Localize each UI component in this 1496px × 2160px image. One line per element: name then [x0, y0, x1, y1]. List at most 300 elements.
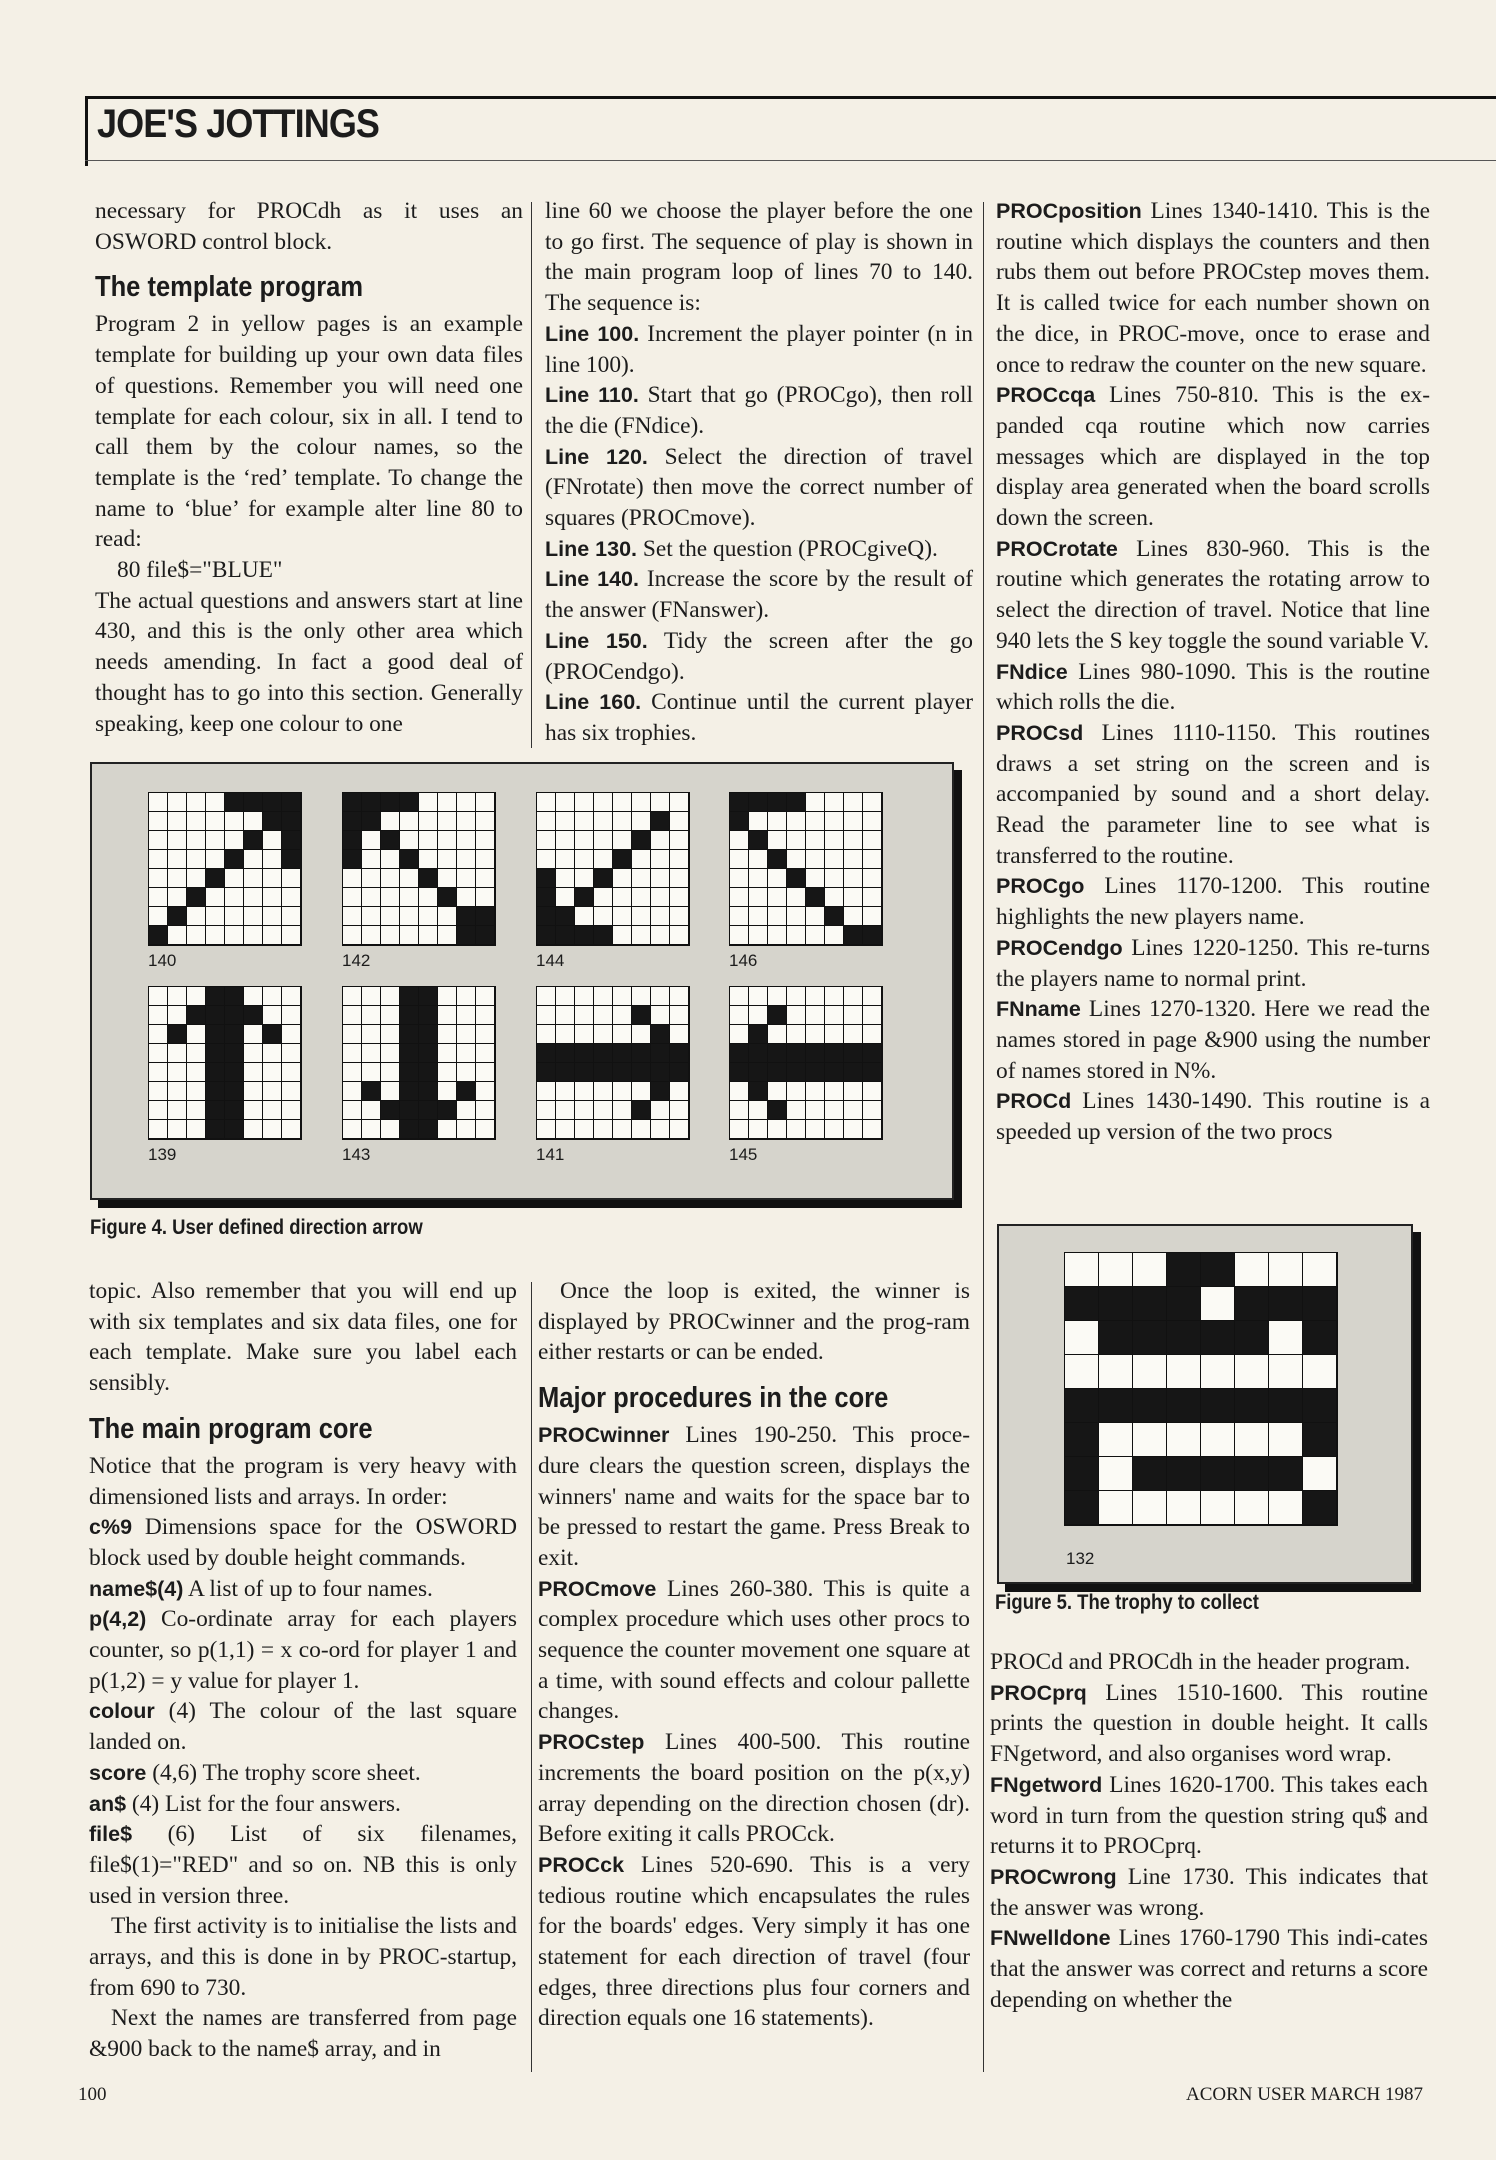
- paragraph-text: Lines 1620-1700. This takes each word in turn from the question string qu$ and returns it to PROCprq.: [990, 1771, 1428, 1860]
- grid-cell: [381, 1082, 400, 1101]
- term: PROCgo: [996, 874, 1085, 899]
- grid-cell: [730, 1101, 749, 1120]
- arrow-sprite-144: [536, 792, 690, 946]
- grid-cell: [419, 888, 438, 907]
- grid-cell: [537, 907, 556, 926]
- grid-cell: [282, 1063, 301, 1082]
- grid-cell: [594, 1025, 613, 1044]
- grid-cell: [1201, 1321, 1235, 1355]
- grid-cell: [476, 888, 495, 907]
- grid-cell: [556, 907, 575, 926]
- grid-cell: [149, 987, 168, 1006]
- paragraph-text: Lines 1270-1320. Here we read the names stored in page &900 using the number of names stored in N%.: [996, 996, 1430, 1084]
- grid-cell: [438, 1082, 457, 1101]
- grid-cell: [362, 850, 381, 869]
- paragraph-text: Lines 1430-1490. This routine is a speeded up version of the two procs: [996, 1088, 1430, 1146]
- grid-cell: [282, 1101, 301, 1120]
- paragraph: [538, 1727, 970, 1850]
- grid-cell: [1065, 1355, 1099, 1389]
- paragraph-text: 80 file$="BLUE": [117, 557, 283, 584]
- paragraph-text: Next the names are transferred from page &900 back to the name$ array, and in: [89, 2005, 517, 2063]
- grid-cell: [343, 850, 362, 869]
- grid-cell: [282, 926, 301, 945]
- grid-cell: [730, 831, 749, 850]
- paragraph: [990, 1862, 1428, 1923]
- paragraph: [89, 1276, 517, 1399]
- grid-cell: [282, 907, 301, 926]
- grid-cell: [825, 1006, 844, 1025]
- grid-cell: [613, 793, 632, 812]
- paragraph: [545, 534, 973, 565]
- grid-cell: [651, 987, 670, 1006]
- grid-cell: [806, 1082, 825, 1101]
- grid-cell: [206, 1082, 225, 1101]
- grid-cell: [768, 850, 787, 869]
- grid-cell: [768, 812, 787, 831]
- grid-cell: [594, 1101, 613, 1120]
- grid-cell: [1065, 1287, 1099, 1321]
- grid-cell: [263, 869, 282, 888]
- grid-cell: [825, 926, 844, 945]
- grid-cell: [457, 1063, 476, 1082]
- grid-cell: [419, 926, 438, 945]
- grid-cell: [844, 1063, 863, 1082]
- grid-cell: [438, 1025, 457, 1044]
- term: PROCposition: [996, 199, 1142, 223]
- grid-cell: [225, 1025, 244, 1044]
- grid-cell: [438, 987, 457, 1006]
- grid-cell: [730, 812, 749, 831]
- grid-cell: [206, 1044, 225, 1063]
- grid-cell: [632, 907, 651, 926]
- grid-cell: [556, 987, 575, 1006]
- paragraph-text: Lines 190-250. This proce-dure clears the question screen, displays the winners' name and waits for the space bar to be pressed to restart the game. Press Break to exit.: [538, 1422, 970, 1571]
- grid-cell: [244, 869, 263, 888]
- grid-cell: [225, 831, 244, 850]
- grid-cell: [381, 1044, 400, 1063]
- grid-cell: [632, 831, 651, 850]
- grid-cell: [362, 831, 381, 850]
- grid-cell: [556, 1101, 575, 1120]
- grid-cell: [419, 812, 438, 831]
- grid-cell: [149, 869, 168, 888]
- grid-cell: [556, 1120, 575, 1139]
- magazine-issue: ACORN USER MARCH 1987: [1186, 2084, 1424, 2105]
- sprite-code-label: 142: [342, 951, 371, 970]
- grid-cell: [438, 793, 457, 812]
- paragraph-text: Dimensions space for the OSWORD block used by double height commands.: [89, 1514, 517, 1571]
- grid-cell: [594, 1082, 613, 1101]
- grid-cell: [632, 987, 651, 1006]
- grid-cell: [1269, 1355, 1303, 1389]
- grid-cell: [730, 850, 749, 869]
- grid-cell: [556, 812, 575, 831]
- grid-cell: [670, 793, 689, 812]
- grid-cell: [632, 1082, 651, 1101]
- grid-cell: [400, 850, 419, 869]
- grid-cell: [613, 831, 632, 850]
- grid-cell: [749, 812, 768, 831]
- grid-cell: [632, 1101, 651, 1120]
- paragraph-text: Lines 1340-1410. This is the routine which displays the counters and then rubs them out before PROCstep moves them. It is called twice for each number shown on the dice, in PROC-move, once to erase and once to redraw the counter on the new square.: [996, 198, 1430, 378]
- paragraph-text: Lines 1110-1150. This routines draws a set string on the screen and is accompanied by sound and a short delay. Read the parameter line to see what is transferred to the routine.: [996, 719, 1430, 869]
- grid-cell: [844, 926, 863, 945]
- paragraph-text: PROCd and PROCdh in the header program.: [990, 1649, 1411, 1675]
- grid-cell: [806, 831, 825, 850]
- term: Line 150.: [545, 628, 648, 653]
- grid-cell: [749, 888, 768, 907]
- grid-cell: [419, 793, 438, 812]
- grid-cell: [749, 987, 768, 1006]
- grid-cell: [806, 793, 825, 812]
- grid-cell: [787, 850, 806, 869]
- paragraph-text: Increase the score by the result of the answer (FNanswer).: [545, 566, 973, 624]
- term: file$: [89, 1822, 133, 1847]
- grid-cell: [1303, 1355, 1337, 1389]
- grid-cell: [244, 926, 263, 945]
- grid-cell: [1303, 1491, 1337, 1525]
- grid-cell: [613, 1063, 632, 1082]
- grid-cell: [825, 987, 844, 1006]
- sprite-code-label: 144: [536, 951, 565, 970]
- grid-cell: [343, 1120, 362, 1139]
- grid-cell: [1167, 1287, 1201, 1321]
- grid-cell: [457, 1025, 476, 1044]
- grid-cell: [381, 1025, 400, 1044]
- grid-cell: [863, 869, 882, 888]
- grid-cell: [187, 907, 206, 926]
- grid-cell: [263, 1082, 282, 1101]
- grid-cell: [419, 1082, 438, 1101]
- grid-cell: [594, 1120, 613, 1139]
- term: Line 130.: [545, 536, 638, 561]
- grid-cell: [400, 1101, 419, 1120]
- grid-cell: [1065, 1321, 1099, 1355]
- paragraph-text: topic. Also remember that you will end up with six templates and six data files, one for each template. Make sure you label each sensibly.: [89, 1278, 517, 1397]
- grid-cell: [670, 850, 689, 869]
- paragraph: [990, 1678, 1428, 1770]
- term: FNwelldone: [990, 1926, 1111, 1951]
- grid-cell: [632, 1120, 651, 1139]
- grid-cell: [419, 1101, 438, 1120]
- grid-cell: [787, 1063, 806, 1082]
- arrow-sprite-140: [148, 792, 302, 946]
- grid-cell: [457, 1101, 476, 1120]
- grid-cell: [187, 1101, 206, 1120]
- grid-cell: [556, 869, 575, 888]
- grid-cell: [419, 1044, 438, 1063]
- grid-cell: [244, 831, 263, 850]
- grid-cell: [282, 888, 301, 907]
- grid-cell: [438, 831, 457, 850]
- grid-cell: [381, 1101, 400, 1120]
- grid-cell: [438, 1006, 457, 1025]
- grid-cell: [343, 1006, 362, 1025]
- grid-cell: [863, 1082, 882, 1101]
- grid-cell: [806, 812, 825, 831]
- grid-cell: [362, 793, 381, 812]
- grid-cell: [343, 926, 362, 945]
- paragraph: [95, 586, 523, 740]
- grid-cell: [1201, 1287, 1235, 1321]
- grid-cell: [749, 1044, 768, 1063]
- grid-cell: [537, 987, 556, 1006]
- grid-cell: [381, 869, 400, 888]
- grid-cell: [206, 1101, 225, 1120]
- paragraph-text: Once the loop is exited, the winner is displayed by PROCwinner and the prog-ram either restarts or can be ended.: [538, 1278, 970, 1366]
- paragraph-text: Notice that the program is very heavy with dimensioned lists and arrays. In order:: [89, 1452, 517, 1510]
- grid-cell: [806, 1006, 825, 1025]
- grid-cell: [1201, 1423, 1235, 1457]
- paragraph-text: (4) List for the four answers.: [131, 1790, 401, 1817]
- grid-cell: [149, 1063, 168, 1082]
- grid-cell: [787, 812, 806, 831]
- grid-cell: [400, 926, 419, 945]
- paragraph: [545, 564, 973, 625]
- grid-cell: [1065, 1423, 1099, 1457]
- grid-cell: [206, 926, 225, 945]
- grid-cell: [670, 812, 689, 831]
- grid-cell: [149, 812, 168, 831]
- grid-cell: [263, 1120, 282, 1139]
- grid-cell: [1167, 1355, 1201, 1389]
- sprite-code-label: 145: [729, 1145, 758, 1164]
- sprite-code-label: 139: [148, 1145, 177, 1164]
- arrow-sprite-143: [342, 986, 496, 1140]
- paragraph: [89, 1451, 517, 1512]
- grid-cell: [670, 1006, 689, 1025]
- paragraph-text: Lines 260-380. This is quite a complex procedure which uses other procs to sequence the counter movement one square at a time, with sound effects and colour pallette changes.: [538, 1575, 970, 1725]
- grid-cell: [594, 793, 613, 812]
- grid-cell: [1065, 1457, 1099, 1491]
- grid-cell: [149, 793, 168, 812]
- grid-cell: [1269, 1491, 1303, 1525]
- grid-cell: [844, 812, 863, 831]
- grid-cell: [168, 869, 187, 888]
- grid-cell: [651, 869, 670, 888]
- grid-cell: [730, 907, 749, 926]
- grid-cell: [187, 812, 206, 831]
- grid-cell: [343, 1044, 362, 1063]
- grid-cell: [187, 987, 206, 1006]
- grid-cell: [730, 1082, 749, 1101]
- grid-cell: [613, 926, 632, 945]
- grid-cell: [730, 926, 749, 945]
- term: PROCendgo: [996, 935, 1123, 960]
- grid-cell: [1167, 1423, 1201, 1457]
- grid-cell: [343, 987, 362, 1006]
- grid-cell: [575, 1044, 594, 1063]
- grid-cell: [149, 1006, 168, 1025]
- term: score: [89, 1760, 147, 1785]
- grid-cell: [787, 793, 806, 812]
- grid-cell: [225, 1101, 244, 1120]
- term: name$(4): [89, 1576, 184, 1601]
- grid-cell: [613, 850, 632, 869]
- grid-cell: [206, 1063, 225, 1082]
- grid-cell: [670, 1120, 689, 1139]
- grid-cell: [187, 1025, 206, 1044]
- grid-cell: [438, 1044, 457, 1063]
- term: PROCmove: [538, 1576, 657, 1601]
- paragraph-text: Lines 520-690. This is a very tedious routine which encapsulates the rules for the boards' edges. Very simply it has one statement for each direction of travel (four edges, three directions plus four corners and direction equals one 16 statements).: [538, 1851, 970, 2032]
- grid-cell: [206, 1025, 225, 1044]
- grid-cell: [749, 850, 768, 869]
- grid-cell: [768, 1025, 787, 1044]
- grid-cell: [400, 1063, 419, 1082]
- grid-cell: [206, 888, 225, 907]
- sprite-code-label: 143: [342, 1145, 371, 1164]
- grid-cell: [244, 1063, 263, 1082]
- grid-cell: [825, 1044, 844, 1063]
- grid-cell: [594, 888, 613, 907]
- grid-cell: [1167, 1253, 1201, 1287]
- grid-cell: [343, 1101, 362, 1120]
- grid-cell: [594, 907, 613, 926]
- grid-cell: [476, 1044, 495, 1063]
- grid-cell: [168, 1120, 187, 1139]
- grid-cell: [1235, 1355, 1269, 1389]
- paragraph-text: Lines 830-960. This is the routine which generates the rotating arrow to select the direction of travel. Notice that line 940 lets the S key toggle the sound variable V.: [996, 535, 1430, 654]
- grid-cell: [476, 1120, 495, 1139]
- grid-cell: [670, 869, 689, 888]
- grid-cell: [149, 926, 168, 945]
- term: Line 100.: [545, 321, 640, 346]
- grid-cell: [419, 831, 438, 850]
- grid-cell: [362, 812, 381, 831]
- grid-cell: [613, 888, 632, 907]
- grid-cell: [1133, 1491, 1167, 1525]
- grid-cell: [651, 1063, 670, 1082]
- grid-cell: [863, 850, 882, 869]
- header-underline: [85, 160, 1496, 161]
- paragraph-text: Lines 1510-1600. This routine prints the question in double height. It calls FNgetword, and also organises word wrap.: [990, 1679, 1428, 1768]
- grid-cell: [749, 1101, 768, 1120]
- grid-cell: [825, 793, 844, 812]
- grid-cell: [476, 1025, 495, 1044]
- grid-cell: [1235, 1457, 1269, 1491]
- grid-cell: [343, 793, 362, 812]
- grid-cell: [594, 869, 613, 888]
- grid-cell: [419, 1063, 438, 1082]
- grid-cell: [168, 812, 187, 831]
- grid-cell: [168, 926, 187, 945]
- grid-cell: [863, 1101, 882, 1120]
- grid-cell: [863, 793, 882, 812]
- grid-cell: [1269, 1287, 1303, 1321]
- grid-cell: [400, 1120, 419, 1139]
- grid-cell: [282, 987, 301, 1006]
- grid-cell: [730, 1006, 749, 1025]
- grid-cell: [1303, 1287, 1337, 1321]
- grid-cell: [168, 987, 187, 1006]
- grid-cell: [632, 793, 651, 812]
- grid-cell: [670, 926, 689, 945]
- grid-cell: [1133, 1457, 1167, 1491]
- grid-cell: [225, 1044, 244, 1063]
- figure-5-caption: Figure 5. The trophy to collect: [995, 1591, 1259, 1614]
- grid-cell: [825, 1063, 844, 1082]
- grid-cell: [244, 907, 263, 926]
- grid-cell: [282, 1025, 301, 1044]
- grid-cell: [244, 1101, 263, 1120]
- grid-cell: [419, 1025, 438, 1044]
- grid-cell: [632, 926, 651, 945]
- grid-cell: [806, 1063, 825, 1082]
- grid-cell: [168, 1101, 187, 1120]
- grid-cell: [343, 869, 362, 888]
- grid-cell: [1167, 1321, 1201, 1355]
- grid-cell: [825, 812, 844, 831]
- grid-cell: [1167, 1457, 1201, 1491]
- grid-cell: [632, 1006, 651, 1025]
- grid-cell: [419, 1120, 438, 1139]
- grid-cell: [844, 831, 863, 850]
- grid-cell: [225, 907, 244, 926]
- grid-cell: [537, 1101, 556, 1120]
- section-heading: The template program: [95, 271, 364, 304]
- paragraph: [545, 626, 973, 687]
- paragraph: [89, 1819, 517, 1911]
- paragraph: [89, 1574, 517, 1605]
- grid-cell: [457, 987, 476, 1006]
- grid-cell: [787, 926, 806, 945]
- grid-cell: [613, 869, 632, 888]
- grid-cell: [282, 1082, 301, 1101]
- grid-cell: [400, 1006, 419, 1025]
- column-divider: [531, 202, 532, 748]
- grid-cell: [594, 1006, 613, 1025]
- paragraph: [996, 871, 1430, 932]
- grid-cell: [400, 1025, 419, 1044]
- grid-cell: [244, 850, 263, 869]
- grid-cell: [343, 831, 362, 850]
- grid-cell: [613, 1082, 632, 1101]
- grid-cell: [670, 831, 689, 850]
- paragraph-text: Lines 1220-1250. This re-turns the players name to normal print.: [996, 934, 1430, 992]
- grid-cell: [768, 987, 787, 1006]
- grid-cell: [381, 907, 400, 926]
- grid-cell: [730, 888, 749, 907]
- grid-cell: [438, 926, 457, 945]
- grid-cell: [206, 1120, 225, 1139]
- grid-cell: [282, 1120, 301, 1139]
- trophy-sprite: [1064, 1252, 1338, 1526]
- grid-cell: [263, 793, 282, 812]
- grid-cell: [844, 869, 863, 888]
- grid-cell: [844, 850, 863, 869]
- grid-cell: [362, 1044, 381, 1063]
- grid-cell: [749, 1025, 768, 1044]
- grid-cell: [476, 1063, 495, 1082]
- paragraph: [89, 1911, 517, 2003]
- grid-cell: [844, 907, 863, 926]
- column-2-top: [545, 196, 973, 749]
- grid-cell: [400, 793, 419, 812]
- grid-cell: [556, 850, 575, 869]
- grid-cell: [594, 812, 613, 831]
- grid-cell: [730, 1025, 749, 1044]
- term: PROCcqa: [996, 383, 1096, 408]
- grid-cell: [749, 831, 768, 850]
- grid-cell: [1235, 1253, 1269, 1287]
- grid-cell: [787, 987, 806, 1006]
- grid-cell: [1065, 1389, 1099, 1423]
- grid-cell: [476, 907, 495, 926]
- grid-cell: [149, 888, 168, 907]
- grid-cell: [632, 869, 651, 888]
- grid-cell: [343, 1063, 362, 1082]
